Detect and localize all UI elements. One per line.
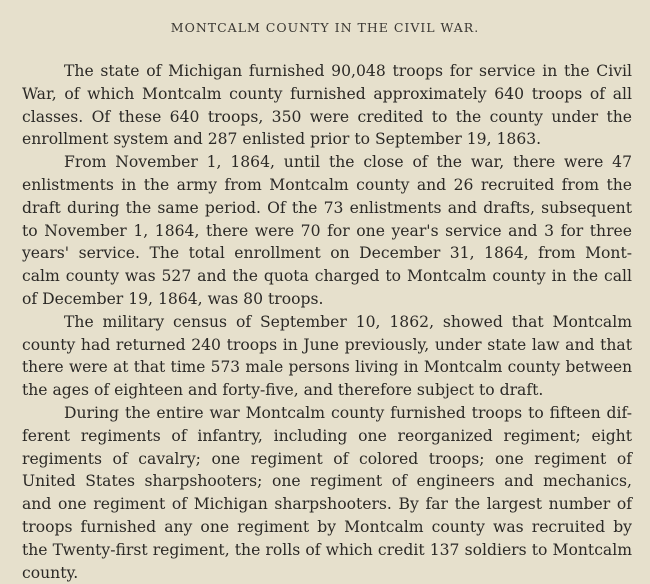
text-line: calm county was 527 and the quota charged to Montcalm county in the call (22, 267, 632, 286)
text-line: troops furnished any one regiment by Montcalm county was recruited by (22, 517, 632, 536)
text-line: there were at that time 573 male persons living in Montcalm county between (22, 358, 632, 377)
text-line: enlistments in the army from Montcalm county and 26 recruited from the (22, 175, 632, 194)
text-line: draft during the same period. Of the 73 enlistments and drafts, subsequent (22, 198, 632, 217)
text-line: and one regiment of Michigan sharpshooters. By far the largest number of (22, 495, 632, 514)
running-head: MONTCALM COUNTY IN THE CIVIL WAR. (170, 20, 480, 35)
text-line: The state of Michigan furnished 90,048 troops for service in the Civil (64, 62, 632, 80)
text-line: During the entire war Montcalm county furnished troops to fifteen dif- (64, 403, 632, 422)
text-line: classes. Of these 640 troops, 350 were credited to the county under the (22, 107, 632, 126)
text-line: From November 1, 1864, until the close of the war, there were 47 (64, 153, 632, 172)
text-line: years' service. The total enrollment on December 31, 1864, from Mont- (22, 244, 632, 263)
text-line: War, of which Montcalm county furnished approximately 640 troops of all (22, 84, 632, 103)
text-line: enrollment system and 287 enlisted prior to September 19, 1863. (22, 130, 542, 149)
text-line: United States sharpshooters; one regiment of engineers and mechanics, (22, 472, 632, 491)
text-line: county. (22, 563, 79, 582)
text-line: ferent regiments of infantry, including one reorganized regiment; eight (22, 426, 632, 445)
text-line: of December 19, 1864, was 80 troops. (22, 289, 324, 308)
text-line: the Twenty-first regiment, the rolls of which credit 137 soldiers to Montcalm (22, 540, 632, 559)
text-line: county had returned 240 troops in June previously, under state law and that (22, 335, 632, 354)
body-text (22, 60, 632, 584)
text-line: The military census of September 10, 1862, showed that Montcalm (64, 312, 632, 331)
text-line: to November 1, 1864, there were 70 for one year's service and 3 for three (22, 221, 632, 240)
text-line: regiments of cavalry; one regiment of colored troops; one regiment of (22, 449, 632, 468)
text-line: the ages of eighteen and forty-five, and therefore subject to draft. (22, 381, 544, 400)
